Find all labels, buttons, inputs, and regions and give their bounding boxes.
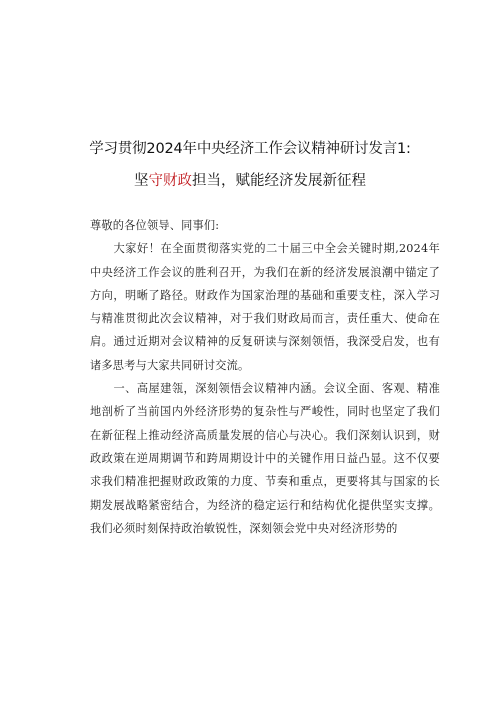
title-line-2	[40, 170, 460, 192]
paragraph-section-one: 一、高屋建瓴，深刻领悟会议精神内涵。会议全面、客观、精准地剖析了当前国内外经济形势的复杂性与严峻性，同时也坚定了我们在新征程上推动经济高质量发展的信心与决心。我们深刻认识到，财政政策在逆周期调节和跨周期设计中的关键作用日益凸显。这不仅要求我们精准把握财政政策的力度、节奏和重点，更要将其与国家的长期发展战略紧密结合，为经济的稳定运行和结构优化提供坚实支撑。我们必须时刻保持政治敏锐性，深刻领会党中央对经济形势的	[90, 382, 440, 535]
title-line-2-end: 担当，赋能经济发展新征程	[192, 173, 366, 189]
document-body	[90, 214, 440, 540]
title-highlight: 守财政	[148, 173, 192, 189]
document-title	[40, 138, 460, 192]
title-line-1: 学习贯彻2024年中央经济工作会议精神研讨发言1:	[89, 141, 411, 157]
greeting: 尊敬的各位领导、同事们:	[90, 219, 220, 232]
paragraph-intro: 大家好！在全面贯彻落实党的二十届三中全会关键时期,2024年中央经济工作会议的胜利召开，为我们在新的经济发展浪潮中锚定了方向，明晰了路径。财政作为国家治理的基础和重要支柱，深入学习与精准贯彻此次会议精神，对于我们财政局而言，责任重大、使命在肩。通过近期对会议精神的反复研读与深刻领悟，我深受启发，也有诸多思考与大家共同研讨交流。	[90, 242, 440, 372]
title-line-2-start: 坚	[134, 173, 149, 189]
